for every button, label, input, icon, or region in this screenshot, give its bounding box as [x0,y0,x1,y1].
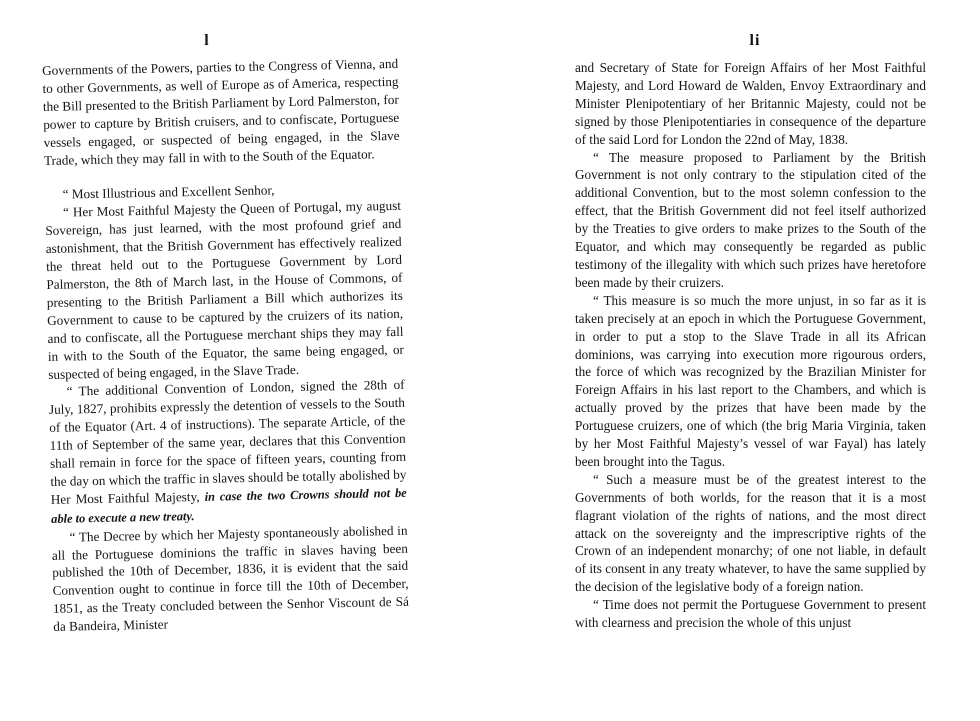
paragraph: Governments of the Powers, parties to the Congress of Vienna, and to other Governments, as well of Europe as of America, respecting the Bill presented to the British Parliament by Lord Palmerston, for power to capture by British cruisers, and to confiscate, Portuguese vessels engaged, or suspected of being engaged, in the Slave Trade, which they may fall in with to the South of the Equator. [42,55,400,168]
paragraph [48,376,407,528]
paragraph: “ This measure is so much the more unjust, in so far as it is taken precisely at an epoch in which the Portuguese Government, in order to put a stop to the Slave Trade in all its African dominions, was carrying into execution more rigourous orders, the force of which was recognized by the Brazilian Minister for Foreign Affairs in his last report to the Chambers, and which is actually proved by the prizes that have been made by the Portuguese cruizers, one of which (the brig Maria Virginia, taken by her Most Faithful Majesty’s vessel of war Fayal) has lately been brought into the Tagus. [575,292,926,469]
page-number: li [749,32,761,49]
page-number: l [204,32,210,49]
paragraph: “ Her Most Faithful Majesty the Queen of Portugal, my august Sovereign, has just learned, with the most profound grief and astonishment, that the British Government has effectively realized the threat held out to the Portuguese Government by Lord Palmerston, the 8th of March last, in the House of Commons, of presenting to the British Parliament a Bill which authorizes its Government to cause to be captured by the cruizers of its nation, and to confiscate, all the Portuguese merchant ships they may fall in with to the South of the Equator, the same being engaged, or suspected of being engaged, in the Slave Trade. [45,198,404,382]
paragraph: “ Such a measure must be of the greatest interest to the Governments of both worlds, for the reason that it is a most flagrant violation of the rights of nations, and the most direct attack on the sovereignty and the imprescriptive rights of the Crown of an independent monarchy; of one not liable, in default of its consent in any treaty whatever, to have the same supplied by the decision of the legislative body of a foreign nation. [575,471,926,595]
paragraph-text: “ The additional Convention of London, signed the 28th of July, 1827, prohibits expressly the detention of vessels to the South of the Equator (Art. 4 of instructions). The separate Article, of the 11th of September of the same year, declares that this Convention shall remain in force for the space of fifteen years, counting from the day on which the traffic in slaves should be totally abolished by Her Most Faithful Majesty, [48,377,407,507]
page-text [42,55,409,636]
paragraph: “ The Decree by which her Majesty spontaneously abolished in all the Portuguese dominions the traffic in slaves having been published the 10th of December, 1836, it is evident that the said Convention ought to continue in force till the 10th of December, 1851, as the Treaty concluded between the Senhor Viscount de Sá da Bandeira, Minister [51,522,410,635]
paragraph: and Secretary of State for Foreign Affairs of her Most Faithful Majesty, and Lord Howard de Walden, Envoy Extraordinary and Minister Plenipotentiary of her Britannic Majesty, could not be signed by those Plenipotentiaries in consequence of the departure of the said Lord for London the 22nd of May, 1838. [575,60,926,147]
paragraph: “ Time does not permit the Portuguese Government to present with clearness and precision the whole of this unjust [575,597,926,631]
page-text [575,59,926,632]
paragraph: “ The measure proposed to Parliament by the British Government is not only contrary to the stipulation cited of the additional Convention, but to the most solemn confession to the effect, that the British Government did not feel itself authorized by the Treaties to give orders to make prizes to the South of the Equator, and which may consequently be regarded as public testimony of the illegality with which such prizes have heretofore been made by their cruizers. [575,149,926,290]
salutation: “ Most Illustrious and Excellent Senhor, [62,182,275,203]
italic-phrase: in case the two Crowns should not be able to execute a new treaty. [51,485,407,526]
right-page [490,0,980,721]
